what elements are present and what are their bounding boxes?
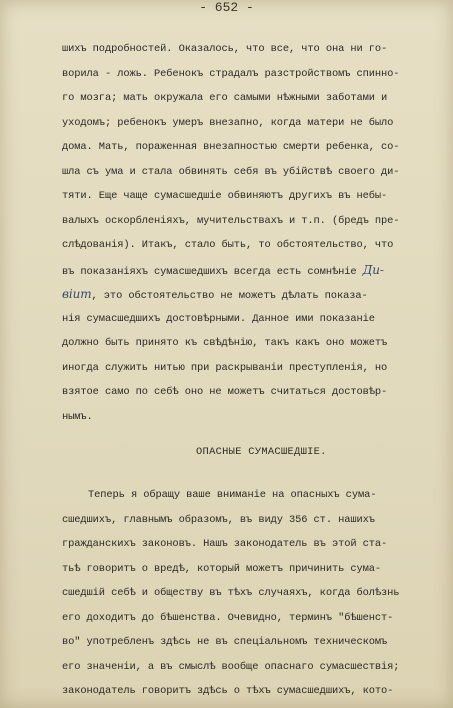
text-line: взятое само по себѣ оно не можетъ считаться достовѣр- [62,386,388,398]
text-line: законодатель говоритъ здѣсь о тѣхъ сумасшедшихъ, кото- [62,685,394,697]
typed-text: , это обстоятельство не можетъ дѣлать показа- [91,290,368,302]
text-line: тьѣ говоритъ о вредѣ, который можетъ причинить сума- [62,562,382,575]
text-line: шихъ подробностей. Оказалось, что все, что она ни го- [62,43,388,55]
text-line: слѣдованія). Итакъ, стало быть, то обстоятельство, что [62,239,394,251]
handwritten-insertion: Ди- [362,262,384,277]
page-number: - 652 - [199,0,254,15]
page-body [62,37,448,704]
section-heading: ОПАСНЫЕ СУМАСШЕДШІЕ. [196,446,327,458]
text-line: во" употребленъ здѣсь не въ спеціальномъ техническомъ [62,636,388,648]
text-line: иногда служить нитью при раскрываніи преступленія, но [62,361,388,374]
text-line: го мозга; мать окружала его самыми нѣжными заботами и [62,92,388,104]
text-line: его значеніи, а въ смыслѣ вообще опаснаго сумасшествія; [62,660,400,673]
text-line: гражданскихъ законовъ. Нашъ законодатель въ этой ста- [62,538,388,550]
text-line: дома. Мать, пораженная внезапностью смерти ребенка, со- [62,141,400,153]
text-line: его доходитъ до бѣшенства. Очевидно, терминъ "бѣшенст- [62,611,394,624]
text-line: нымъ. [62,410,93,423]
text-line: ворила - ложь. Ребенокъ страдалъ разстройствомъ спинно- [62,67,400,80]
text-line [62,282,448,307]
handwritten-insertion: віит [62,287,92,301]
typed-text: въ показаніяхъ сумасшедшихъ всегда есть сомнѣніе [62,265,363,278]
text-line: тяти. Еще чаще сумасшедшіе обвиняютъ другихъ въ небы- [62,190,388,202]
text-line: сшедшихъ, главнымъ образомъ, въ виду 356 ст. нашихъ [62,513,375,526]
text-line: шла съ ума и стала обвинять себя въ убійствѣ своего ди- [62,165,400,178]
text-line: нія сумасшедшихъ достовѣрными. Данное ими показаніе [62,312,375,325]
text-line: валыхъ оскорбленіяхъ, мучительствахъ и т.п. (бредъ пре- [62,214,400,227]
text-line [62,258,448,283]
text-line: должно быть принято къ свѣдѣнію, такъ какъ оно можетъ [62,337,388,349]
text-line: Теперь я обращу ваше вниманіе на опасныхъ сума- [88,489,377,501]
text-line: сшедшій себѣ и обществу въ тѣхъ случаяхъ, когда болѣзнь [62,587,400,599]
text-line: уходомъ; ребенокъ умеръ внезапно, когда матери не было [62,116,394,129]
